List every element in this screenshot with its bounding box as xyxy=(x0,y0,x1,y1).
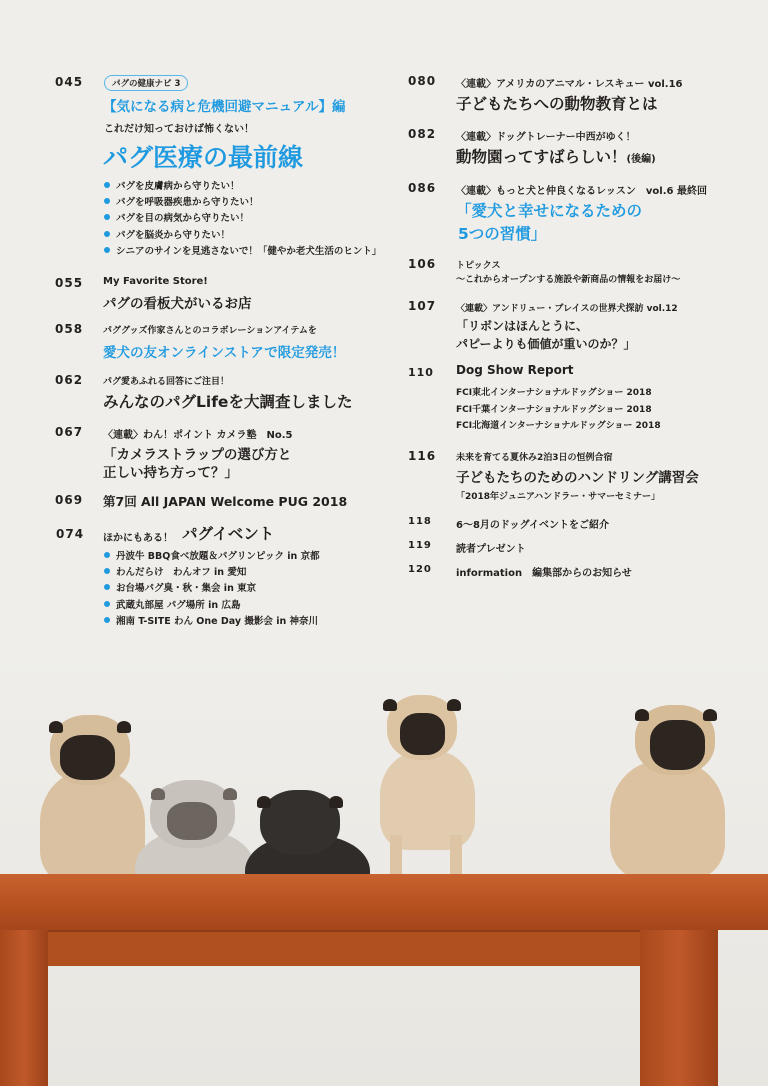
list-item: FCI千葉インターナショナルドッグショー 2018 xyxy=(456,404,652,415)
list-item: わんだらけ わんオフ in 愛知 xyxy=(104,565,320,581)
article-title xyxy=(456,145,656,167)
list-item: FCI東北インターナショナルドッグショー 2018 xyxy=(456,388,652,398)
page-number: 045 xyxy=(55,75,84,89)
list-item: パグを目の病気から守りたい！ xyxy=(104,211,381,227)
list-item: パグを皮膚病から守りたい！ xyxy=(104,179,381,195)
article-title: 子どもたちへの動物教育とは xyxy=(456,95,658,113)
wooden-table-top xyxy=(0,874,768,930)
kicker: パググッズ作家さんとのコラボレーションアイテムを xyxy=(103,326,317,336)
series-title: 【気になる病と危機回避マニュアル】編 xyxy=(103,99,346,115)
page-number: 116 xyxy=(408,449,437,463)
series-badge: パグの健康ナビ 3 xyxy=(104,75,188,91)
article-title: パグの看板犬がいるお店 xyxy=(103,296,252,312)
kicker: My Favorite Store! xyxy=(103,276,208,287)
page-number: 080 xyxy=(408,74,437,88)
kicker: これだけ知っておけば怖くない！ xyxy=(104,124,254,135)
event-bullets xyxy=(104,549,320,630)
page-number: 120 xyxy=(408,564,432,575)
kicker: 〈連載〉アメリカのアニマル・レスキュー vol.16 xyxy=(456,79,683,90)
feature-title: パグ医療の最前線 xyxy=(103,143,304,172)
page-number: 069 xyxy=(55,493,84,507)
page-number: 074 xyxy=(56,527,85,541)
article-title: 5つの習慣」 xyxy=(458,225,547,243)
kicker: 未来を育てる夏休み2泊3日の恒例合宿 xyxy=(456,453,613,463)
kicker: パグ愛あふれる回答にご注目！ xyxy=(103,377,230,387)
table-leg xyxy=(640,930,718,1086)
title-suffix: (後編) xyxy=(626,154,656,165)
article-title: 子どもたちのためのハンドリング講習会 xyxy=(456,470,699,486)
article-title: みんなのパグLifeを大調査しました xyxy=(103,393,353,411)
page-number: 082 xyxy=(408,127,437,141)
page-number: 110 xyxy=(408,366,434,379)
article-title: 6〜8月のドッグイベントをご紹介 xyxy=(456,520,610,531)
kicker: 〈連載〉わん！ポイント カメラ塾 No.5 xyxy=(103,430,293,441)
list-item: FCI北海道インターナショナルドッグショー 2018 xyxy=(456,421,661,431)
page-number: 058 xyxy=(55,322,84,336)
article-title: information 編集部からのお知らせ xyxy=(456,568,632,579)
page-number: 062 xyxy=(55,373,84,387)
article-title: Dog Show Report xyxy=(456,363,574,377)
page-number: 107 xyxy=(408,299,437,313)
article-title: 「愛犬と幸せになるための xyxy=(456,202,643,220)
list-item: 武蔵丸部屋 パグ場所 in 広島 xyxy=(104,598,320,614)
kicker: 〈連載〉もっと犬と仲良くなるレッスン vol.6 最終回 xyxy=(456,186,707,197)
feature-bullets xyxy=(104,179,381,260)
article-subtitle: 〜これからオープンする施設や新商品の情報をお届け〜 xyxy=(456,275,681,285)
page-number: 118 xyxy=(408,516,432,527)
kicker: 〈連載〉アンドリュー・ブレイスの世界犬探訪 vol.12 xyxy=(456,304,678,314)
list-item: パグを呼吸器疾患から守りたい！ xyxy=(104,195,381,211)
page-number: 086 xyxy=(408,181,437,195)
title-text: 動物園ってすばらしい！ xyxy=(456,148,627,166)
list-item: お台場パグ臭・秋・集会 in 東京 xyxy=(104,581,320,597)
page-number: 055 xyxy=(55,276,84,290)
article-title: 第7回 All JAPAN Welcome PUG 2018 xyxy=(103,494,348,509)
list-item: パグを脳炎から守りたい！ xyxy=(104,228,381,244)
table-leg xyxy=(0,930,48,1086)
article-title: パグイベント xyxy=(182,525,275,543)
list-item: 湘南 T-SITE わん One Day 撮影会 in 神奈川 xyxy=(104,614,320,630)
kicker: ほかにもある！ xyxy=(103,533,173,544)
article-title: 「カメラストラップの選び方と xyxy=(103,447,292,463)
wooden-table-apron xyxy=(0,930,700,966)
article-title: 愛犬の友オンラインストアで限定発売！ xyxy=(103,345,346,361)
page-number: 119 xyxy=(408,540,432,551)
list-item: 丹波牛 BBQ食べ放題＆パグリンピック in 京都 xyxy=(104,549,320,565)
article-title: 「リボンはほんとうに、 xyxy=(456,319,589,333)
list-item: シニアのサインを見逃さないで！「健やか老犬生活のヒント」 xyxy=(104,244,381,260)
dog-show-list xyxy=(456,385,661,435)
kicker: 〈連載〉ドッグトレーナー中西がゆく！ xyxy=(456,132,636,143)
article-subtitle: 「2018年ジュニアハンドラー・サマーセミナー」 xyxy=(456,492,660,502)
kicker: トピックス xyxy=(456,261,501,271)
page-number: 067 xyxy=(55,425,84,439)
article-title: 読者プレゼント xyxy=(456,544,526,555)
article-title: パピーよりも価値が重いのか？」 xyxy=(456,337,636,351)
page-number: 106 xyxy=(408,257,437,271)
article-title: 正しい持ち方って？」 xyxy=(103,465,238,481)
